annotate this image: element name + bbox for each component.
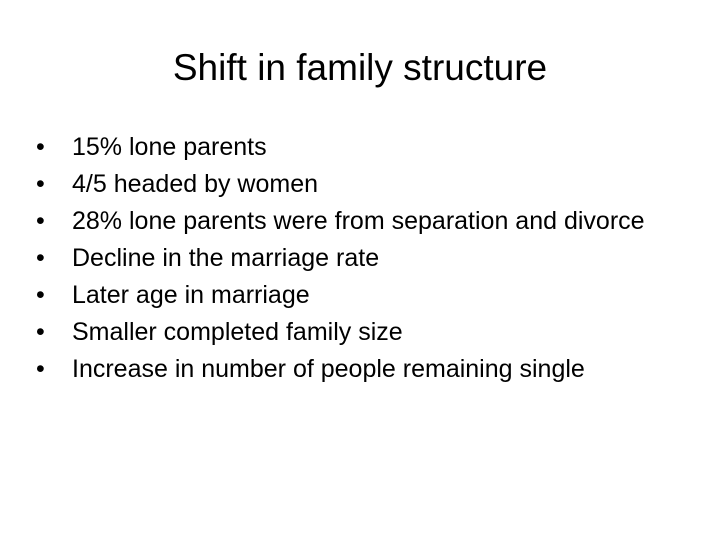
- bullet-text: Increase in number of people remaining single: [72, 355, 585, 383]
- bullet-icon: •: [36, 355, 45, 383]
- list-item: [36, 280, 684, 310]
- bullet-icon: •: [36, 281, 45, 309]
- bullet-text: 4/5 headed by women: [72, 170, 319, 198]
- bullet-text: 15% lone parents: [72, 133, 267, 161]
- list-item: [36, 243, 684, 273]
- bullet-text: Smaller completed family size: [72, 318, 403, 346]
- list-item: [36, 206, 684, 236]
- bullet-text: 28% lone parents were from separation and divorce: [72, 207, 645, 235]
- bullet-icon: •: [36, 244, 45, 272]
- bullet-icon: •: [36, 207, 45, 235]
- bullet-icon: •: [36, 170, 45, 198]
- bullet-text: Decline in the marriage rate: [72, 244, 380, 272]
- bullet-icon: •: [36, 318, 45, 346]
- bullet-text: Later age in marriage: [72, 281, 310, 309]
- bullet-icon: •: [36, 133, 45, 161]
- list-item: [36, 169, 684, 199]
- list-item: [36, 354, 684, 384]
- slide-title: Shift in family structure: [172, 47, 548, 88]
- list-item: [36, 317, 684, 347]
- list-item: [36, 132, 684, 162]
- bullet-list: [36, 132, 684, 391]
